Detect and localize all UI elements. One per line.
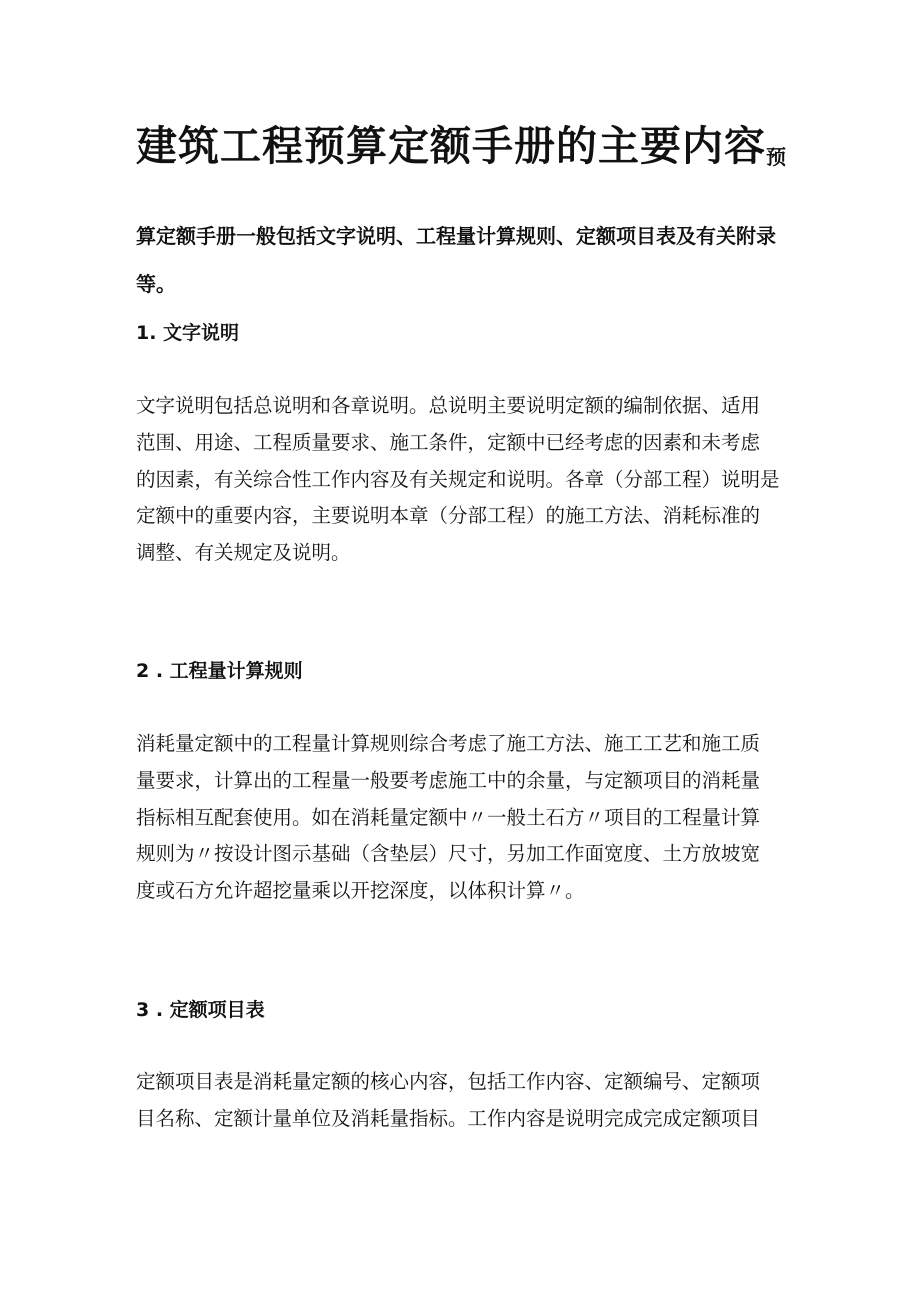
paragraph-line: 指标相互配套使用。如在消耗量定额中〃一般土石方〃项目的工程量计算 <box>136 805 761 829</box>
paragraph-line: 定额中的重要内容，主要说明本章（分部工程）的施工方法、消耗标准的 <box>136 504 761 528</box>
intro-paragraph <box>136 212 786 308</box>
section-paragraph-text-description <box>136 388 786 572</box>
paragraph-line: 消耗量定额中的工程量计算规则综合考虑了施工方法、施工工艺和施工质 <box>136 732 761 755</box>
paragraph-line: 定额项目表是消耗量定额的核心内容，包括工作内容、定额编号、定额项 <box>136 1070 761 1093</box>
section-heading-quantity-rules: 2 . 工程量计算规则 <box>136 660 303 682</box>
paragraph-line: 调整、有关规定及说明。 <box>136 541 351 565</box>
paragraph-line: 量要求，计算出的工程量一般要考虑施工中的余量，与定额项目的消耗量 <box>136 768 761 792</box>
paragraph-line: 范围、用途、工程质量要求、施工条件，定额中已经考虑的因素和未考虑 <box>136 430 761 454</box>
intro-line: 算定额手册一般包括文字说明、工程量计算规则、定额项目表及有关附录 <box>136 224 776 248</box>
intro-line: 等。 <box>136 272 176 296</box>
title-text: 建筑工程预算定额手册的主要内容 <box>136 122 766 170</box>
title-suffix: 预 <box>766 145 786 169</box>
section-paragraph-quota-table <box>136 1064 786 1138</box>
document-title <box>136 118 836 185</box>
paragraph-line: 文字说明包括总说明和各章说明。总说明主要说明定额的编制依据、适用 <box>136 394 761 417</box>
section-paragraph-quantity-rules <box>136 726 786 910</box>
paragraph-line: 的因素，有关综合性工作内容及有关规定和说明。各章（分部工程）说明是 <box>136 467 780 491</box>
paragraph-line: 目名称、定额计量单位及消耗量指标。工作内容是说明完成完成定额项目 <box>136 1106 761 1130</box>
section-heading-quota-table: 3 . 定额项目表 <box>136 999 265 1021</box>
paragraph-line: 规则为〃按设计图示基础（含垫层）尺寸，另加工作面宽度、土方放坡宽 <box>136 842 761 866</box>
paragraph-line: 度或石方允许超挖量乘以开挖深度，以体积计算〃。 <box>136 879 585 903</box>
section-heading-text-description: 1. 文字说明 <box>136 322 240 344</box>
